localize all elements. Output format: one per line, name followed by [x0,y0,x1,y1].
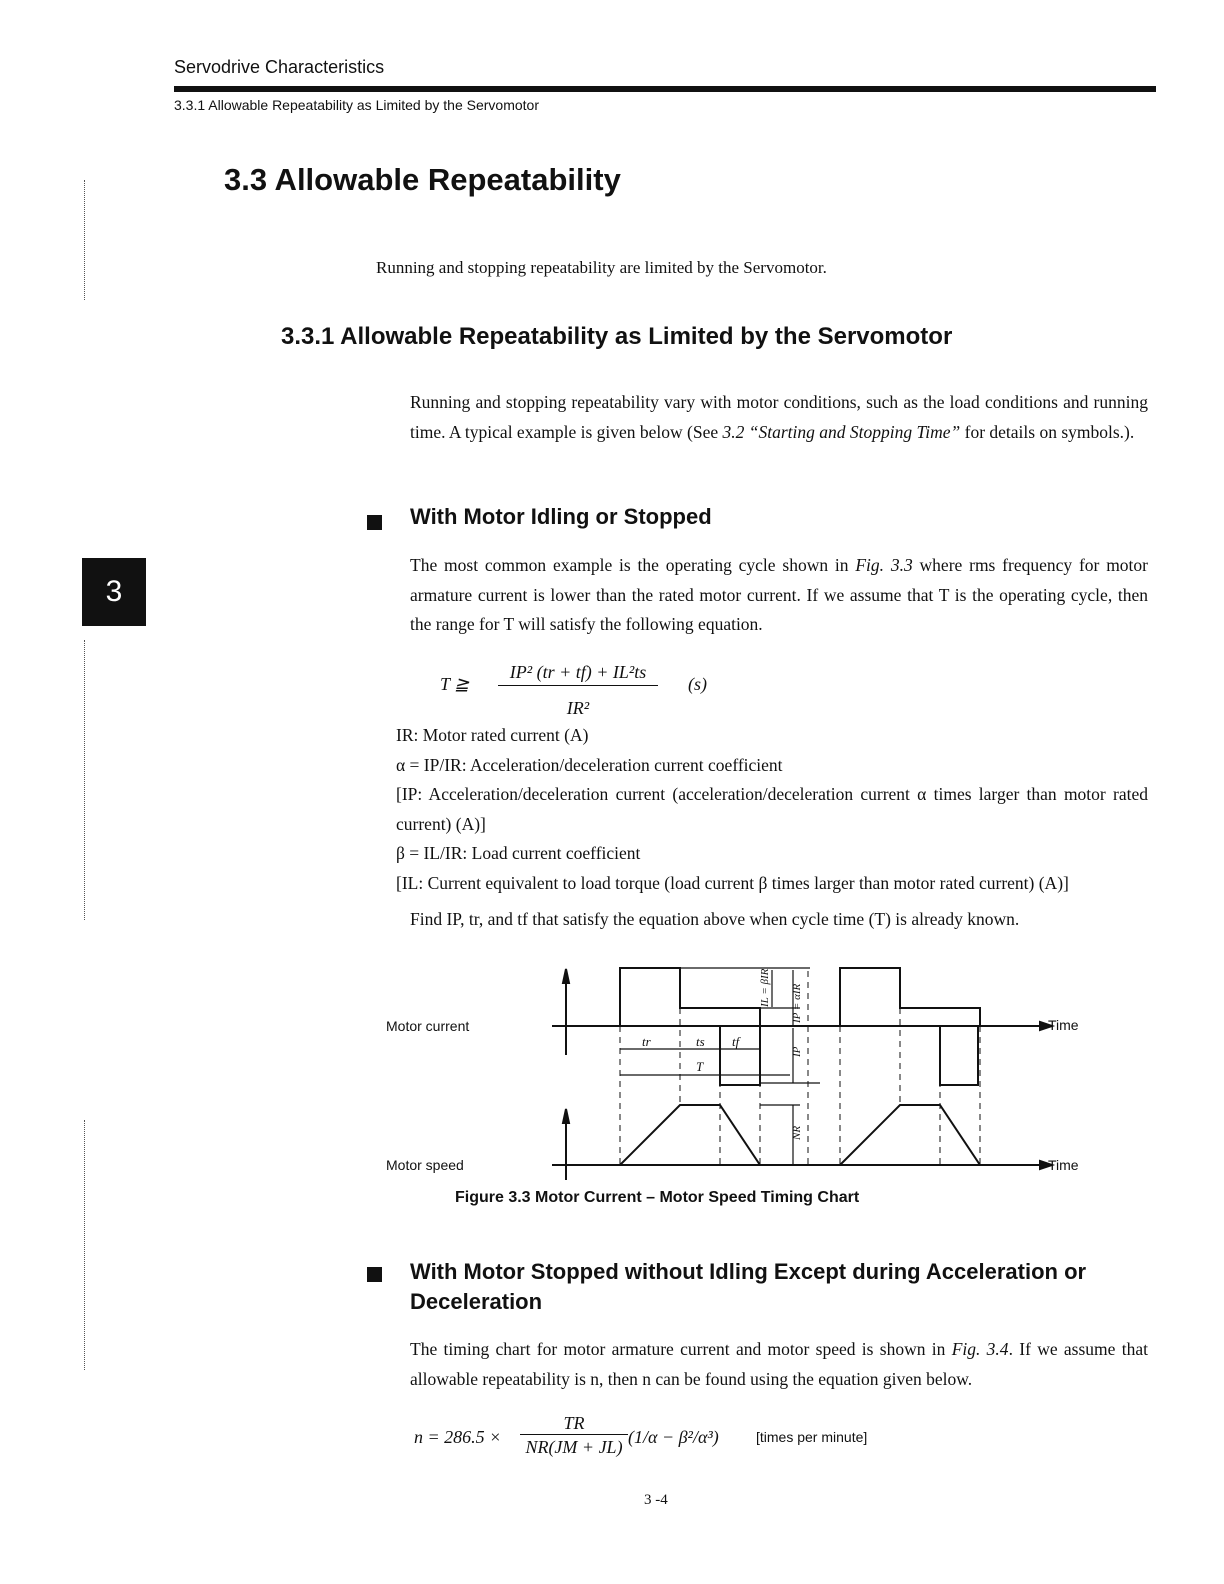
subsection-paragraph: Running and stopping repeatability vary with motor conditions, such as the load conditions and running time. A typical example is given below (See 3.2 “Starting and Stopping Time” for details on symbols.). [410,392,1148,442]
definition-item: IR: Motor rated current (A) [396,725,589,745]
bullet-square [367,515,382,530]
current-negative-pulse-1 [720,1026,760,1085]
running-header-title: Servodrive Characteristics [174,57,385,77]
bullet-square [367,1267,382,1282]
time-label-speed: Time [1048,1157,1079,1173]
equation2-numerator: TR [520,1413,628,1435]
speed-profile-2 [840,1105,980,1165]
figure-caption: Figure 3.3 Motor Current – Motor Speed Timing Chart [455,1189,860,1206]
section-intro: Running and stopping repeatability are limited by the Servomotor. [376,258,827,277]
current-waveform-1 [620,968,760,1026]
chapter-tab: 3 [82,558,146,626]
definition-item: [IL: Current equivalent to load torque (load current β times larger than motor rated current) (A)] [396,872,1069,893]
annotation-NR: NR [791,1125,803,1140]
seg-T-label: T [696,1059,704,1074]
equation-numerator: IP² (tr + tf) + IL²ts [498,662,658,686]
repeatability-equation [414,1413,974,1463]
section-heading: 3.3 Allowable Repeatability [224,162,621,197]
idling-paragraph: The most common example is the operating cycle shown in Fig. 3.3 where rms frequency for motor armature current is lower than the rated motor current. If we assume that T is the operating cycle, then the range for T will satisfy the following equation. [410,555,1148,634]
page-number: 3 -4 [644,1492,668,1508]
stopped-heading: With Motor Stopped without Idling Except during Acceleration or Deceleration [410,1259,1087,1314]
equation2-lhs: n = 286.5 × [414,1427,502,1447]
annotation-IP-negative: IP [791,1046,803,1057]
annotation-IP: IP = αIR [791,983,803,1023]
annotation-IL: IL = βIR [759,968,771,1007]
speed-profile-1 [620,1105,760,1165]
time-label-current: Time [1048,1017,1079,1033]
find-instruction: Find IP, tr, and tf that satisfy the equation above when cycle time (T) is already known. [410,909,1020,929]
definition-item: α = IP/IR: Acceleration/deceleration current coefficient [396,754,783,775]
margin-dots [84,1120,85,1370]
equation2-denominator: NR(JM + JL) [525,1437,623,1457]
definition-item: [IP: Acceleration/deceleration current (acceleration/deceleration current α times larger than motor rated current) (A)] [396,784,1148,834]
running-header-section: 3.3.1 Allowable Repeatability as Limited by the Servomotor [174,97,539,113]
stopped-paragraph: The timing chart for motor armature current and motor speed is shown in Fig. 3.4. If we assume that allowable repeatability is n, then n can be found using the equation given below. [410,1339,1148,1389]
cycle-time-equation [430,656,750,726]
symbol-definitions [396,721,1148,898]
equation2-factor: (1/α − β²/α³) [628,1427,719,1447]
header-rule [174,86,1156,92]
subsection-heading: 3.3.1 Allowable Repeatability as Limited by the Servomotor [281,323,953,350]
current-negative-pulse-2 [940,1026,978,1085]
seg-tf-label: tf [732,1034,740,1049]
motor-speed-label: Motor speed [386,1157,464,1173]
seg-ts-label: ts [696,1034,705,1049]
motor-current-label: Motor current [386,1018,470,1034]
equation-denominator: IR² [566,698,590,718]
timing-chart [380,955,1100,1190]
equation-unit: (s) [688,674,707,694]
equation2-unit: [times per minute] [756,1429,868,1445]
seg-tr-label: tr [642,1034,651,1049]
equation-lhs: T ≧ [440,674,470,694]
idling-heading: With Motor Idling or Stopped [410,504,712,529]
current-waveform-2 [840,968,980,1026]
margin-dots [84,640,85,920]
definition-item: β = IL/IR: Load current coefficient [396,843,641,863]
margin-dots [84,180,85,300]
